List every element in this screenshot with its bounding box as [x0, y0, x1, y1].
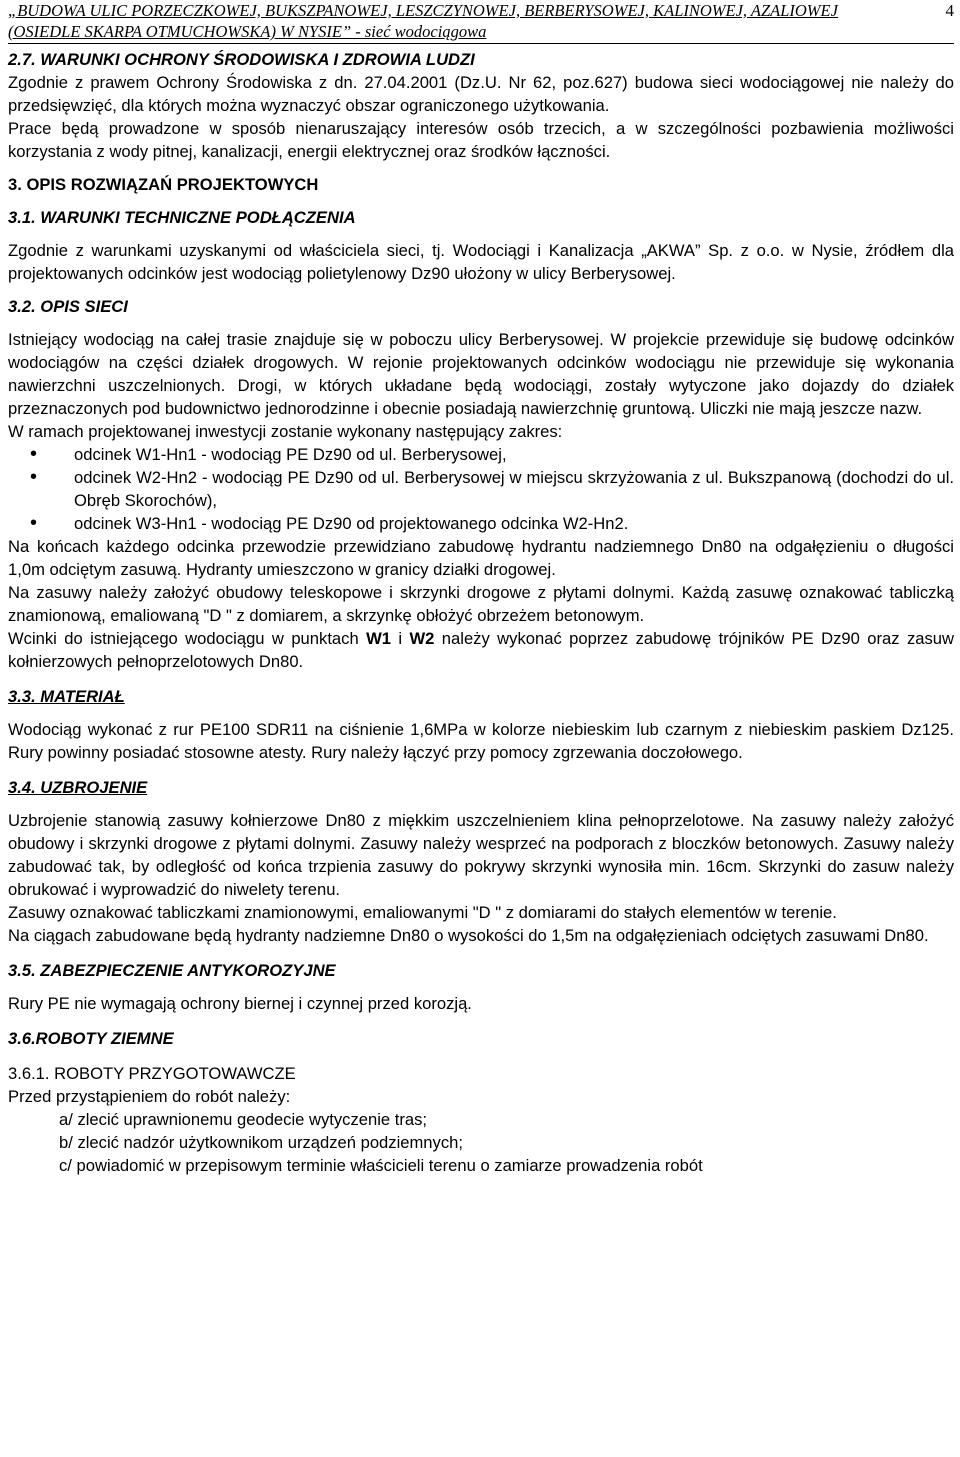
- header-title: BUDOWA ULIC PORZECZKOWEJ, BUKSZPANOWEJ, LESZCZYNOWEJ, BERBERYSOWEJ, KALINOWEJ, AZALIOWEJ: [17, 1, 838, 20]
- header-rule: [8, 43, 954, 44]
- paragraph: Rury PE nie wymagają ochrony biernej i czynnej przed korozją.: [8, 994, 472, 1013]
- paragraph: Przed przystąpieniem do robót należy:: [8, 1087, 291, 1106]
- paragraph: Zgodnie z prawem Ochrony Środowiska z dn. 27.04.2001 (Dz.U. Nr 62, poz.627) budowa sieci wodociągowej nie należy do przedsięwzięć, dla których można wyznaczyć obszar ograniczonego użytkowania.: [8, 73, 954, 115]
- paragraph: Zasuwy oznakować tabliczkami znamionowymi, emaliowanymi "D " z domiarami do stałych elementów w terenie.: [8, 903, 837, 922]
- list-item: a/ zlecić uprawnionemu geodecie wytyczenie tras;: [59, 1110, 428, 1129]
- list-item: • odcinek W3-Hn1 - wodociąg PE Dz90 od projektowanego odcinka W2-Hn2.: [8, 512, 954, 535]
- page-number: 4: [945, 1, 954, 20]
- header-line-2: (OSIEDLE SKARPA OTMUCHOWSKA) W NYSIE” - sieć wodociągowa: [8, 22, 487, 41]
- paragraph: Istniejący wodociąg na całej trasie znajduje się w poboczu ulicy Berberysowej. W projekcie przewiduje się budowę odcinków wodociągów na części działek drogowych. W rejonie projektowanych odcinków wodociągu nie przewiduje się wykonania nawierzchni uszczelnionych. Drogi, w których układane będą wodociągi, zostały wytyczone jako dojazdy do działek przeznaczonych pod budownictwo jednorodzinne i obecnie posiadają nawierzchnię gruntową. Uliczki nie mają jeszcze nazw.: [8, 330, 954, 418]
- document-body: [8, 48, 954, 1177]
- paragraph: Na zasuwy należy założyć obudowy teleskopowe i skrzynki drogowe z płytami dolnymi. Każdą zasuwę oznakować tabliczką znamionową, emaliowaną "D " z domiarem, a skrzynkę obłożyć obrzeżem betonowym.: [8, 583, 954, 625]
- paragraph: W ramach projektowanej inwestycji zostanie wykonany następujący zakres:: [8, 422, 563, 441]
- heading-3-6: 3.6.ROBOTY ZIEMNE: [8, 1029, 174, 1048]
- text-run: i: [390, 629, 410, 648]
- paragraph: Zgodnie z warunkami uzyskanymi od właściciela sieci, tj. Wodociągi i Kanalizacja „AKWA” Sp. z o.o. w Nysie, źródłem dla projektowanych odcinków jest wodociąg polietylenowy Dz90 ułożony w ulicy Berberysowej.: [8, 241, 954, 283]
- paragraph: [8, 627, 954, 673]
- header-line-1: [8, 0, 954, 21]
- subheading-3-6-1: 3.6.1. ROBOTY PRZYGOTOWAWCZE: [8, 1064, 296, 1083]
- paragraph: Wodociąg wykonać z rur PE100 SDR11 na ciśnienie 1,6MPa w kolorze niebieskim lub czarnym z niebieskim paskiem Dz125. Rury powinny posiadać stosowne atesty. Rury należy łączyć przy pomocy zgrzewania doczołowego.: [8, 720, 954, 762]
- heading-3-4: 3.4. UZBROJENIE: [8, 778, 148, 797]
- heading-3-1: 3.1. WARUNKI TECHNICZNE PODŁĄCZENIA: [8, 208, 356, 227]
- list-item: b/ zlecić nadzór użytkownikom urządzeń podziemnych;: [59, 1133, 463, 1152]
- heading-3-2: 3.2. OPIS SIECI: [8, 297, 128, 316]
- text-run: należy wykonać poprzez zabudowę trójników PE Dz90 oraz zasuw kołnierzowych pełnoprzelotowych Dn80.: [8, 629, 954, 671]
- list-item: c/ powiadomić w przepisowym terminie właścicieli terenu o zamiarze prowadzenia robót: [59, 1156, 703, 1175]
- paragraph: Prace będą prowadzone w sposób nienaruszający interesów osób trzecich, a w szczególności pozbawienia możliwości korzystania z wody pitnej, kanalizacji, energii elektrycznej oraz środków łączności.: [8, 119, 954, 161]
- heading-3-5: 3.5. ZABEZPIECZENIE ANTYKOROZYJNE: [8, 961, 336, 980]
- paragraph: Na ciągach zabudowane będą hydranty nadziemne Dn80 o wysokości do 1,5m na odgałęzieniach odciętych zasuwami Dn80.: [8, 926, 929, 945]
- list-item: • odcinek W1-Hn1 - wodociąg PE Dz90 od ul. Berberysowej,: [8, 443, 954, 466]
- heading-2-7: 2.7. WARUNKI OCHRONY ŚRODOWISKA I ZDROWIA LUDZI: [8, 50, 475, 69]
- point-w2: W2: [409, 629, 435, 648]
- running-header: [8, 0, 954, 42]
- list-item: • odcinek W2-Hn2 - wodociąg PE Dz90 od ul. Berberysowej w miejscu skrzyżowania z ul. Bukszpanową (dochodzi do ul. Obręb Skorochów),: [8, 466, 954, 512]
- scope-list: [8, 443, 954, 535]
- task-list: [8, 1108, 954, 1177]
- paragraph: Na końcach każdego odcinka przewodzie przewidziano zabudowę hydrantu nadziemnego Dn80 na odgałęzieniu o długości 1,0m odciętym zasuwą. Hydranty umieszczono w granicy działki drogowej.: [8, 537, 954, 579]
- paragraph: Uzbrojenie stanowią zasuwy kołnierzowe Dn80 z miękkim uszczelnieniem klina pełnoprzelotowe. Na zasuwy należy założyć obudowy i skrzynki drogowe z płytami dolnymi. Zasuwy należy wesprzeć na podporach z bloczków betonowych. Zasuwy należy zabudować tak, by odległość od końca trzpienia zasuwy do pokrywy skrzynki wynosiła min. 16cm. Skrzynki do zasuw należy obrukować i wyprowadzić do niwelety terenu.: [8, 811, 954, 899]
- point-w1: W1: [366, 629, 391, 648]
- header-quote: „: [8, 1, 18, 20]
- heading-3: 3. OPIS ROZWIĄZAŃ PROJEKTOWYCH: [8, 175, 319, 194]
- heading-3-3: 3.3. MATERIAŁ: [8, 687, 125, 706]
- text-run: Wcinki do istniejącego wodociągu w punktach: [8, 629, 367, 648]
